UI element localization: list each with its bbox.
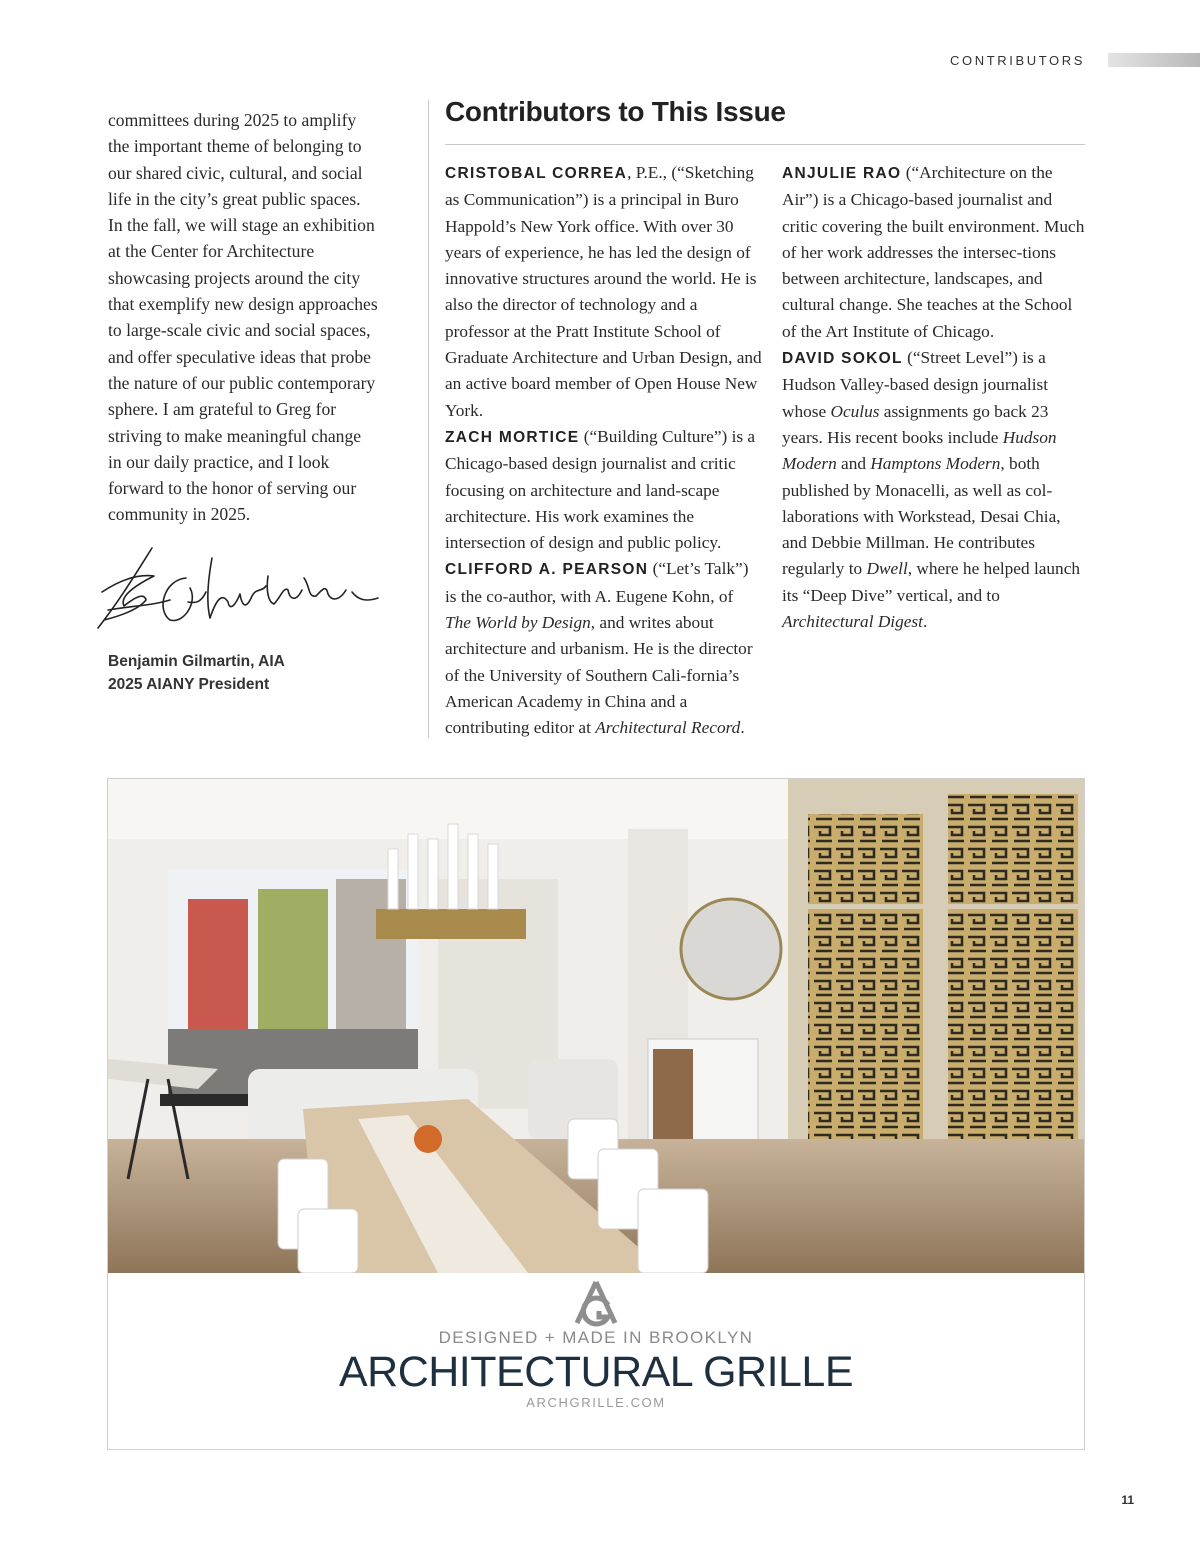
contributor-name: CLIFFORD A. PEARSON: [445, 561, 649, 579]
contributor-name: ANJULIE RAO: [782, 165, 902, 182]
ad-interior-photo: [108, 779, 1084, 1273]
contributor-bio: [445, 556, 762, 741]
contributor-bio: [445, 160, 762, 424]
signer-title: 2025 AIANY President: [108, 675, 270, 693]
publication-title: Architectural Record: [595, 718, 741, 738]
letter-line: life in the city’s great public spaces.: [108, 188, 361, 209]
ad-tagline: DESIGNED + MADE IN BROOKLYN: [438, 1328, 754, 1347]
publication-title: Hamptons Modern: [870, 454, 1001, 474]
letter-line: community in 2025.: [108, 504, 251, 525]
section-label: CONTRIBUTORS: [950, 53, 1085, 68]
contributors-column-1: [445, 160, 762, 742]
bio-text: assignments go back 23 years. His recent books include: [782, 401, 1049, 447]
president-letter-text: [108, 107, 406, 528]
bio-text: .: [740, 718, 745, 738]
bio-text: , P.E., (“Sketching as Communication”) is a principal in Buro Happold’s New York office. With over 30 years of experience, he has led the design of innovative structures around the world. He is also the director of technology and a professor at the Pratt Institute School of Graduate Architecture and Urban Design, and an active board member of Open House New York.: [445, 163, 762, 420]
publication-title: The World by Design: [445, 613, 591, 633]
letter-line: at the Center for Architecture: [108, 241, 315, 262]
bio-text: (“Let’s Talk”) is the co-author, with A. Eugene Kohn, of: [445, 559, 749, 606]
publication-title: Hudson Modern: [782, 427, 1057, 474]
bio-text: , and writes about architecture and urbanism. He is the director of the University of Southern Cali-fornia’s American Academy in China and a contributing editor at: [445, 613, 753, 738]
letter-line: our shared civic, cultural, and social: [108, 162, 363, 183]
title-rule: [445, 144, 1085, 145]
advertisement[interactable]: [107, 778, 1085, 1450]
bio-text: , where he helped launch its “Deep Dive” vertical, and to: [782, 559, 1081, 605]
publication-title: Architectural Digest: [782, 612, 923, 632]
column-divider: [428, 100, 429, 738]
bio-text: (“Street Level”) is a Hudson Valley-based design journalist whose: [782, 348, 1049, 421]
page-title: Contributors to This Issue: [445, 96, 786, 127]
signature-block: [108, 651, 408, 696]
letter-line: and offer speculative ideas that probe: [108, 346, 371, 367]
publication-title: Dwell: [866, 559, 908, 579]
contributor-bio: [782, 345, 1087, 635]
contributor-bio: [782, 160, 1087, 345]
letter-line: that exemplify new design approaches: [108, 294, 378, 315]
letter-line: sphere. I am grateful to Greg for: [108, 399, 337, 420]
ad-url-link[interactable]: ARCHGRILLE.COM: [526, 1395, 666, 1410]
bio-text: and: [836, 454, 871, 474]
contributor-name: CRISTOBAL CORREA: [445, 165, 628, 182]
bio-text: .: [922, 612, 928, 632]
letter-line: forward to the honor of serving our: [108, 478, 357, 499]
ad-brand-name: ARCHITECTURAL GRILLE: [338, 1348, 854, 1396]
letter-line: showcasing projects around the city: [108, 267, 361, 288]
signer-name: Benjamin Gilmartin, AIA: [108, 653, 285, 670]
publication-title: Oculus: [830, 401, 880, 421]
contributor-bio: [445, 424, 762, 556]
letter-line: the nature of our public contemporary: [108, 372, 376, 393]
letter-line: committees during 2025 to amplify: [108, 110, 357, 130]
letter-line: in our daily practice, and I look: [108, 451, 330, 472]
letter-line: striving to make meaningful change: [108, 425, 362, 446]
bio-text: , both published by Monacelli, as well as col-laborations with Workstead, Desai Chia, and Debbie Millman. He contributes regularly to: [782, 454, 1061, 579]
bio-text: (“Architecture on the Air”) is a Chicago-based journalist and critic covering the built environment. Much of her work addresses the intersec-tions between architecture, landscapes, and cultural change. She teaches at the School of the Art Institute of Chicago.: [782, 163, 1085, 341]
section-tab-bar: [1108, 53, 1200, 67]
signature-image: [90, 540, 380, 640]
page-number: 11: [1121, 1493, 1134, 1507]
bio-text: (“Building Culture”) is a Chicago-based design journalist and critic focusing on architecture and land-scape architecture. His work examines the intersection of design and public policy.: [445, 426, 756, 553]
contributor-name: ZACH MORTICE: [445, 428, 580, 446]
letter-line: the important theme of belonging to: [108, 136, 362, 157]
letter-line: to large-scale civic and social spaces,: [108, 320, 371, 341]
contributor-name: DAVID SOKOL: [782, 350, 903, 368]
contributors-column-2: [782, 160, 1087, 635]
letter-line: In the fall, we will stage an exhibition: [108, 215, 375, 236]
architectural-grille-logo-icon: [572, 1279, 620, 1327]
